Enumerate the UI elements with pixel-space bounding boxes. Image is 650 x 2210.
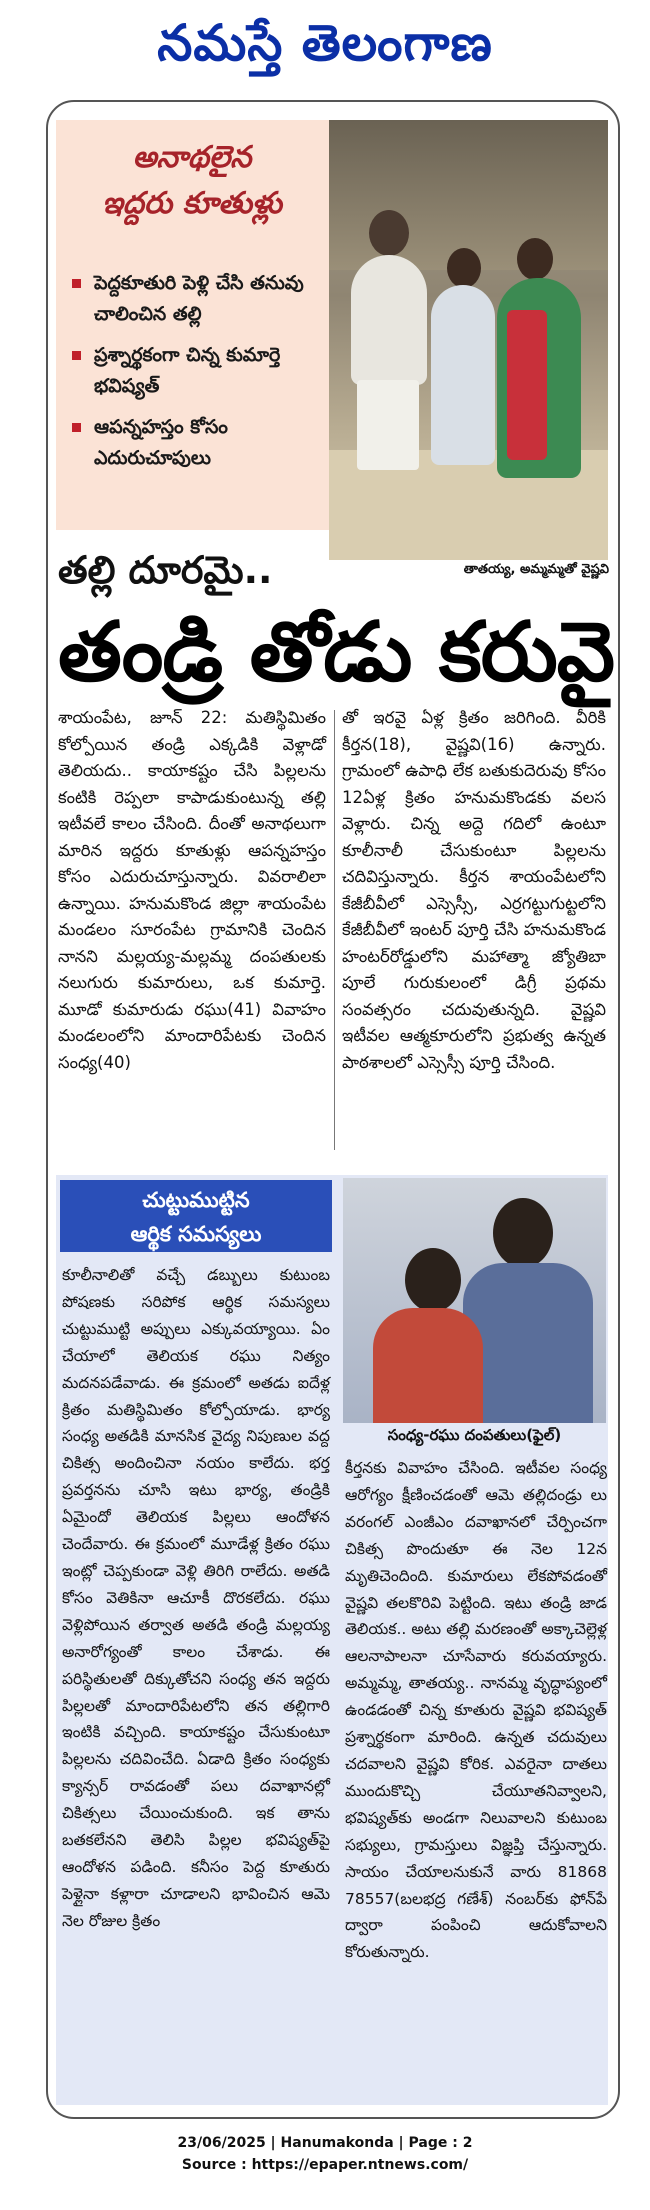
- newspaper-masthead: [0, 8, 650, 78]
- bullet-square-icon: [72, 423, 81, 432]
- headline-upper: తల్లి దూరమై..: [58, 548, 273, 592]
- sidebar-heading-line-1: చుట్టుముట్టిన: [142, 1188, 250, 1212]
- sidebar-heading-line-2: ఆర్థిక సమస్యలు: [130, 1222, 262, 1246]
- highlight-item: [72, 268, 322, 330]
- highlight-text: పెద్దకూతురి పెళ్లి చేసి తనువు చాలించిన తల్లి: [94, 272, 304, 325]
- couple-photo: [343, 1178, 606, 1423]
- masthead-title: నమస్తే తెలంగాణ: [157, 13, 493, 72]
- sidebar-text-left: కూలీనాలితో వచ్చే డబ్బులు కుటుంబ పోషణకు సరిపోక ఆర్థిక సమస్యలు చుట్టుముట్టి అప్పులు ఎక్కువయ్యాయి. ఏం చేయాలో తెలియక రఘు నిత్యం మదనపడేవాడు. ఈ క్రమంలో అతడు ఐదేళ్ల క్రితం మతిస్థిమితం కోల్పోయాడు. భార్య సంధ్య అతడికి మానసిక వైద్య నిపుణుల వద్ద చికిత్స అందించినా నయం కాలేదు. భర్త ప్రవర్తనను చూసి ఇటు భార్య, తండ్రికి ఏమైందో తెలియక పిల్లలు ఆందోళన చెందేవారు. ఈ క్రమంలో మూడేళ్ల క్రితం రఘు ఇంట్లో చెప్పకుండా వెళ్లి తిరిగి రాలేదు. అతడి కోసం వెతికినా ఆచూకీ దొరకలేదు. రఘు వెళ్లిపోయిన తర్వాత అతడి తండ్రి మల్లయ్య అనారోగ్యంతో కాలం చేశాడు. ఈ పరిస్థితులతో దిక్కుతోచని సంధ్య తన ఇద్దరు పిల్లలతో మాందారిపేటలోని తన తల్లిగారి ఇంటికి వచ్చింది. కాయాకష్టం చేసుకుంటూ పిల్లలను చదివించేది. ఏడాది క్రితం సంధ్యకు క్యాన్సర్ రావడంతో పలు దవాఖానల్లో చికిత్సలు చేయించుకుంది. ఇక తాను బతకలేనని తెలిసి పిల్లల భవిష్యత్‌పై ఆందోళన పడింది. కనీసం పెద్ద కూతురు పెళ్లైనా కళ్లారా చూడాలని భావించిన ఆమె నెల రోజుల క్రితం: [62, 1266, 330, 1930]
- highlight-item: [72, 340, 322, 402]
- article-column-2: తో ఇరవై ఏళ్ల క్రితం జరిగింది. వీరికి కీర్తన(18), వైష్ణవి(16) ఉన్నారు. గ్రామంలో ఉపాధి లేక బతుకుదెరువు కోసం 12ఏళ్ల క్రితం హనుమకొండకు వలస వెళ్లారు. చిన్న అద్దె గదిలో ఉంటూ కూలీనాలీ చేసుకుంటూ పిల్లలను చదివిస్తున్నారు. కీర్తన శాయంపేటలోని కేజీబీవీలో ఎస్సెస్సీ, ఎర్రగట్టుగుట్టలోని కేజీబీవీలో ఇంటర్ పూర్తి చేసి హనుమకొండ హంటర్‌రోడ్డులోని మహాత్మా జ్యోతిబా పూలే గురుకులంలో డిగ్రీ ప్రథమ సంవత్సరం చదువుతున్నది. వైష్ణవి ఇటీవల ఆత్మకూరులోని ప్రభుత్వ ఉన్నత పాఠశాలలో ఎస్సెస్సీ పూర్తి చేసింది.: [342, 708, 606, 1072]
- sidebar-heading: [60, 1180, 332, 1252]
- article-column-1: శాయంపేట, జూన్ 22: మతిస్థిమితం కోల్పోయిన తండ్రి ఎక్కడికి వెళ్లాడో తెలియదు.. కాయాకష్టం చేసి పిల్లలను కంటికి రెప్పలా కాపాడుకుంటున్న తల్లి ఇటీవలే కాలం చేసింది. దీంతో అనాథలుగా మారిన ఇద్దరు కూతుళ్లు ఆపన్నహస్తం కోసం ఎదురుచూస్తున్నారు. వివరాలిలా ఉన్నాయి. హనుమకొండ జిల్లా శాయంపేట మండలం సూరంపేట గ్రామానికి చెందిన నానని మల్లయ్య-మల్లమ్మ దంపతులకు నలుగురు కుమారులు, ఒక కుమార్తె. మూడో కుమారుడు రఘు(41) వివాహం మండలంలోని మాందారిపేటకు చెందిన సంధ్య(40): [58, 708, 326, 1072]
- column-divider: [334, 710, 335, 1150]
- kicker-line-1: అనాథలైన: [132, 140, 252, 175]
- footer-source: Source : https://epaper.ntnews.com/: [181, 2157, 469, 2173]
- photo-caption: తాతయ్య, అమ్మమ్మతో వైష్ణవి: [463, 562, 609, 577]
- family-photo: [329, 120, 608, 560]
- bullet-square-icon: [72, 351, 81, 360]
- footer-dateline: 23/06/2025 | Hanumakonda | Page : 2: [177, 2135, 473, 2151]
- highlight-text: ప్రశ్నార్థకంగా చిన్న కుమార్తె భవిష్యత్: [94, 344, 281, 397]
- bullet-square-icon: [72, 279, 81, 288]
- kicker-line-2: ఇద్దరు కూతుళ్లు: [102, 186, 282, 221]
- highlights-list: [72, 268, 322, 484]
- page-footer: [0, 2132, 650, 2176]
- couple-photo-caption: సంధ్య-రఘు దంపతులు(ఫైల్): [387, 1426, 562, 1444]
- headline-main: తండ్రి తోడు కరువై: [58, 605, 615, 700]
- highlight-item: [72, 412, 322, 474]
- kicker-text: [72, 135, 312, 227]
- highlight-text: ఆపన్నహస్తం కోసం ఎదురుచూపులు: [94, 416, 228, 469]
- sidebar-text-right: కీర్తనకు వివాహం చేసింది. ఇటీవల సంధ్య ఆరోగ్యం క్షీణించడంతో ఆమె తల్లిదండ్రు లు వరంగల్ ఎంజీఎం దవాఖానలో చేర్పించగా చికిత్స పొందుతూ ఈ నెల 12న మృతిచెందింది. కుమారులు లేకపోవడంతో వైష్ణవి తలకొరివి పెట్టింది. ఇటు తండ్రి జాడ తెలియక.. అటు తల్లి మరణంతో అక్కాచెల్లెళ్ల ఆలనాపాలనా చూసేవారు కరువయ్యారు. అమ్మమ్మ, తాతయ్య.. నానమ్మ వృద్ధాప్యంలో ఉండడంతో చిన్న కూతురు వైష్ణవి భవిష్యత్ ప్రశ్నార్థకంగా మారింది. ఉన్నత చదువులు చదవాలని వైష్ణవి కోరిక. ఎవరైనా దాతలు ముందుకొచ్చి చేయూతనివ్వాలని, భవిష్యత్‌కు అండగా నిలువాలని కుటుంబ సభ్యులు, గ్రామస్తులు విజ్ఞప్తి చేస్తున్నారు. సాయం చేయాలనుకునే వారు 81868 78557(బలభద్ర గణేశ్) నంబర్‌కు ఫోన్‌పే ద్వారా పంపించి ఆదుకోవాలని కోరుతున్నారు.: [345, 1459, 607, 1962]
